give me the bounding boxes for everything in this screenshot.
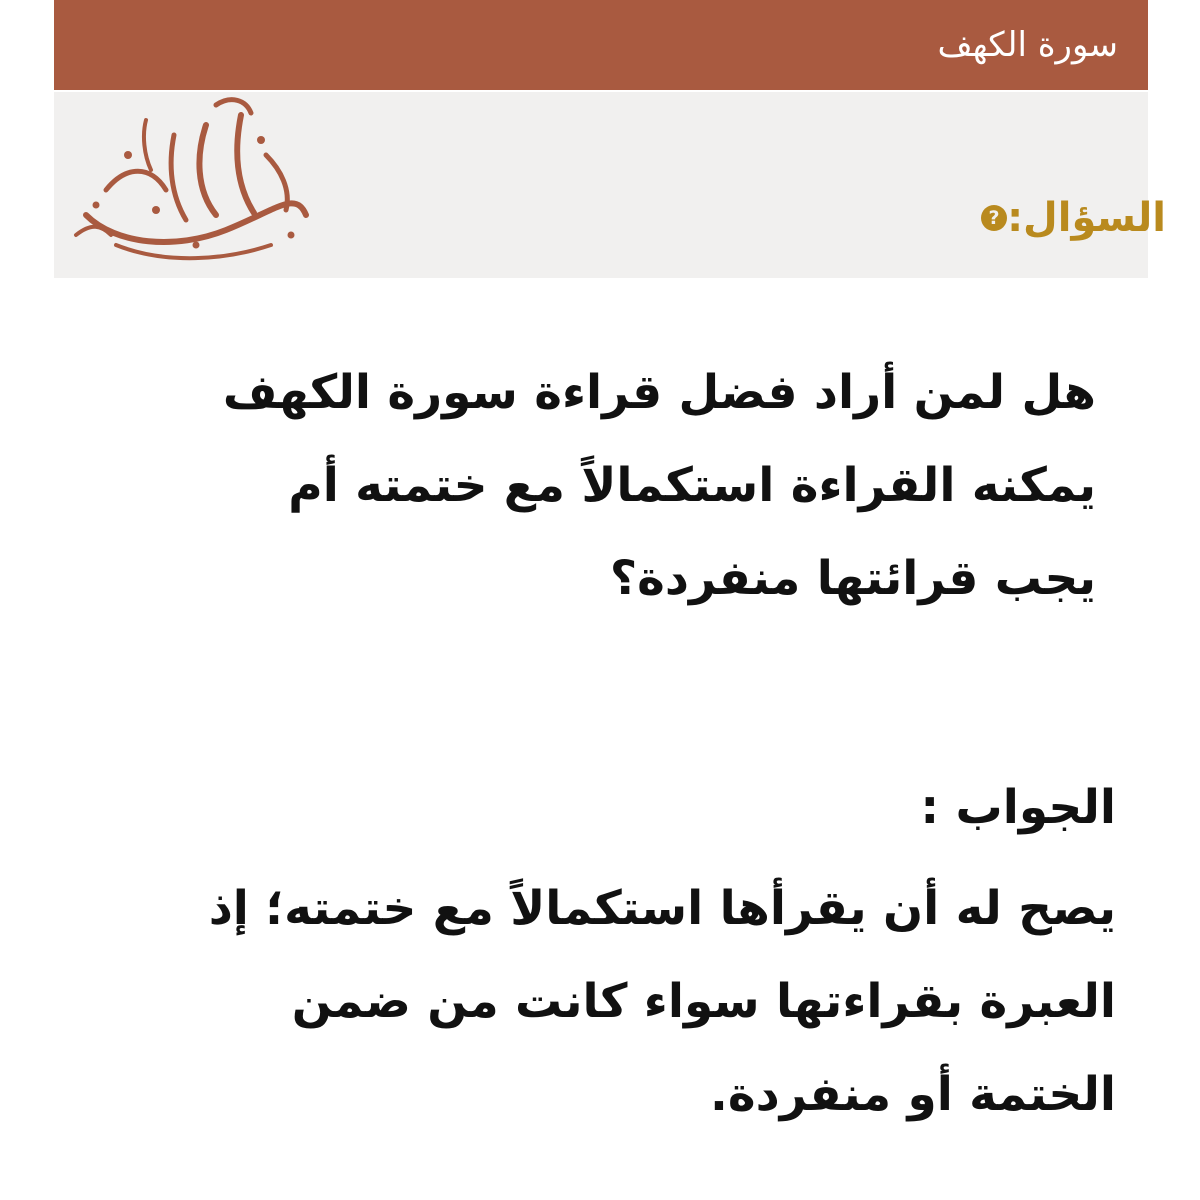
question-line: يجب قرائتها منفردة؟ xyxy=(609,551,1096,606)
answer-line: العبرة بقراءتها سواء كانت من ضمن xyxy=(291,974,1116,1029)
question-text xyxy=(96,346,1096,625)
answer-line: يصح له أن يقرأها استكمالاً مع ختمته؛ إذ xyxy=(208,881,1116,936)
calligraphy-logo-icon xyxy=(56,95,316,275)
answer-label: الجواب : xyxy=(920,780,1116,835)
answer-line: الختمة أو منفردة. xyxy=(710,1067,1116,1122)
question-line: هل لمن أراد فضل قراءة سورة الكهف xyxy=(222,365,1096,420)
question-label: السؤال: xyxy=(1007,195,1166,241)
page-title: سورة الكهف xyxy=(937,25,1118,65)
answer-text xyxy=(86,862,1116,1141)
question-line: يمكنه القراءة استكمالاً مع ختمته أم xyxy=(288,458,1096,513)
question-circle-icon: ? xyxy=(981,205,1007,231)
header-bar xyxy=(54,0,1148,90)
question-label-row xyxy=(963,190,1166,246)
